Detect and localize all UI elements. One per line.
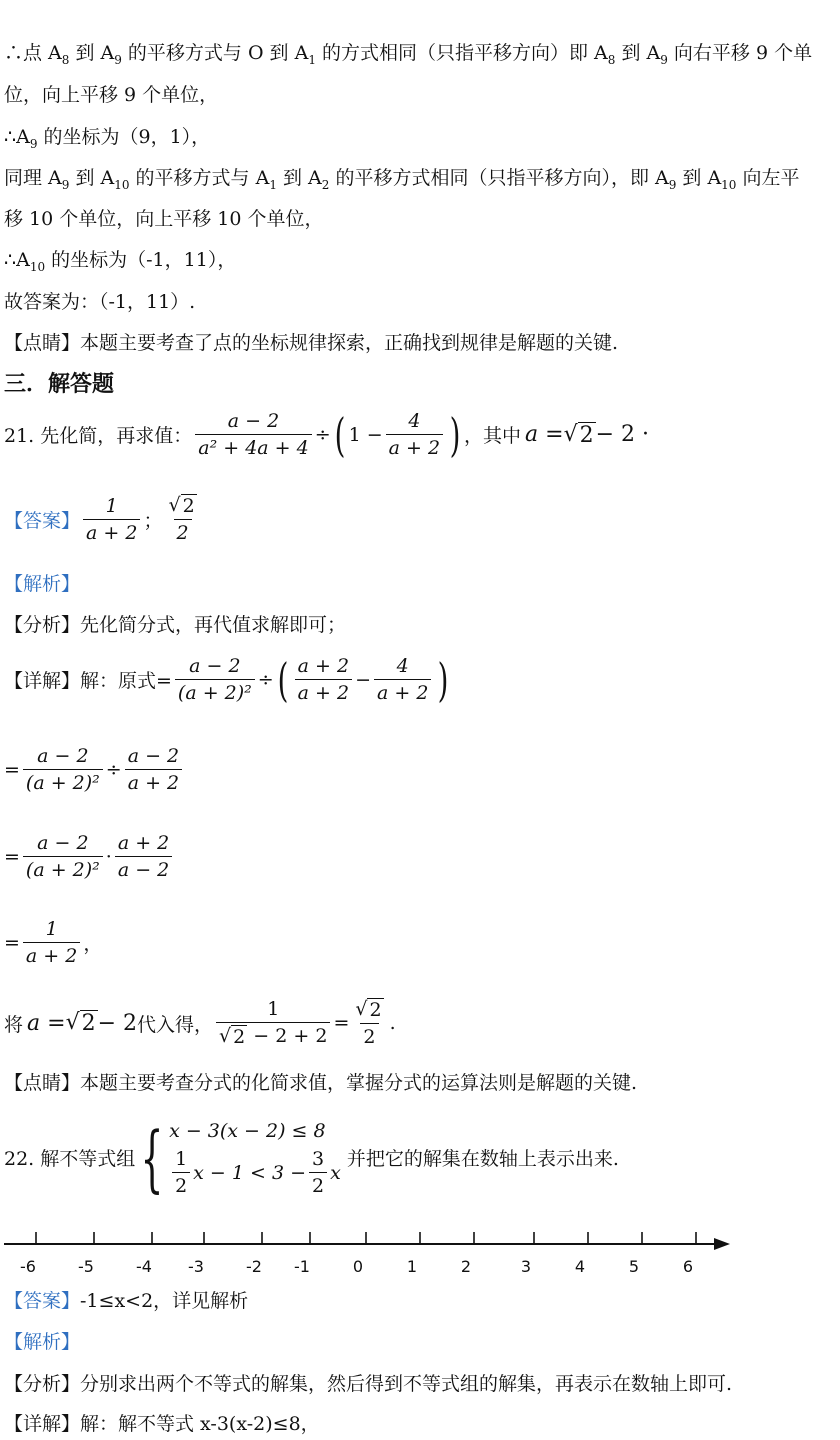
q21-fenxi: 【分析】先化简分式，再代值求解即可； (4, 614, 347, 636)
q22-fenxi: 【分析】分别求出两个不等式的解集，然后得到不等式组的解集，再表示在数轴上即可. (4, 1373, 733, 1395)
number-line-tick-label: -2 (246, 1257, 262, 1276)
q22-analysis-label: 【解析】 (4, 1331, 81, 1353)
q21-statement: 21. 先化简，再求值： $\frac{a - 2}{\text{a² + 4a + 4}}$ ÷ ( 1 − $\frac{4}{a + 2}$ ) ，其中 a = √ 2 − 2 · (4, 407, 650, 462)
q21-step-1: 【详解】解：原式= $\frac{a - 2}{\text{(a + 2)²}}$ ÷ ( $\frac{a + 2}{a + 2}$ − $\frac{4}{a + 2}$ ) (4, 652, 449, 707)
number-line-tick-label: 3 (520, 1257, 532, 1276)
text-line-4: 同理 $A_9$ 到 $A_{10}$ 的平移方式与 $A_1$ 到 $A_2$ 的平移方式相同（只指平移方向），即 $A_9$ 到 $A_{10}$ 向左平 (4, 167, 800, 192)
number-line-tick-label: 2 (460, 1257, 472, 1276)
q21-analysis-label: 【解析】 (4, 573, 81, 595)
number-line-tick-label: -5 (78, 1257, 94, 1276)
q22-statement: 22. 解不等式组 { x − 3(x − 2) ≤ 8 $\frac{1}{2}$ x − 1 < 3 − $\frac{3}{2}$ x 并把它的解集在数轴上表示出来. (4, 1115, 619, 1200)
number-line-tick-label: -6 (20, 1257, 36, 1276)
q21-fraction-inner: $\frac{4}{a + 2}$ (386, 410, 443, 459)
q22-system: x − 3(x − 2) ≤ 8 $\frac{1}{2}$ x − 1 < 3 − $\frac{3}{2}$ x (169, 1120, 341, 1197)
text-line-1: ∴点 $A_8$ 到 $A_9$ 的平移方式与 O 到 $A_1$ 的方式相同（只指平移方向）即 $A_8$ 到 $A_9$ 向右平移 9 个单 (4, 42, 813, 67)
number-line-tick-label: -3 (188, 1257, 204, 1276)
number-line-tick-label: 0 (352, 1257, 364, 1276)
text-line-5: 移 10 个单位，向上平移 10 个单位， (4, 208, 324, 230)
q21-step-4: = $\frac{1}{a + 2}$ ， (4, 918, 103, 967)
q21-substitution: 将 a = √ 2 − 2 代入得， 1 √ 2 − 2 + 2 = √ 2 2 . (4, 998, 396, 1048)
number-line-arrow (714, 1238, 730, 1250)
q21-step-2: = $\frac{a - 2}{\text{(a + 2)²}}$ ÷ $\frac{a - 2}{a + 2}$ (4, 745, 185, 794)
number-line-tick-label: 1 (406, 1257, 418, 1276)
section-title: 三．解答题 (4, 372, 115, 397)
text-line-6: $\therefore A_{10}$ 的坐标为（-1，11）， (4, 249, 237, 274)
text-line-3: $\therefore A_9$ 的坐标为（9，1）， (4, 126, 211, 151)
number-line-tick-label: 4 (574, 1257, 586, 1276)
number-line-tick-label: 6 (682, 1257, 694, 1276)
text-line-7: 故答案为：（-1，11）. (4, 291, 196, 313)
q21-answer: 【答案】 $\frac{1}{a + 2}$ ； √ 2 2 (4, 494, 195, 544)
text-line-8: 【点睛】本题主要考查了点的坐标规律探索，正确找到规律是解题的关键. (4, 332, 619, 354)
q22-answer: 【答案】-1≤x<2，详见解析 (4, 1290, 249, 1312)
number-line-tick-label: -4 (136, 1257, 152, 1276)
text-line-2: 位，向上平移 9 个单位， (4, 84, 219, 106)
q21-step-3: = $\frac{a - 2}{\text{(a + 2)²}}$ · $\frac{a + 2}{a - 2}$ (4, 832, 175, 881)
number-line-tick-label: -1 (294, 1257, 310, 1276)
q21-fraction-main: $\frac{a - 2}{\text{a² + 4a + 4}}$ (195, 410, 311, 459)
number-line (0, 1222, 760, 1286)
q22-xiangjie: 【详解】解：解不等式 x-3(x-2)≤8， (4, 1413, 320, 1435)
q21-dianjing: 【点睛】本题主要考查分式的化简求值，掌握分式的运算法则是解题的关键. (4, 1072, 638, 1094)
number-line-tick-label: 5 (628, 1257, 640, 1276)
